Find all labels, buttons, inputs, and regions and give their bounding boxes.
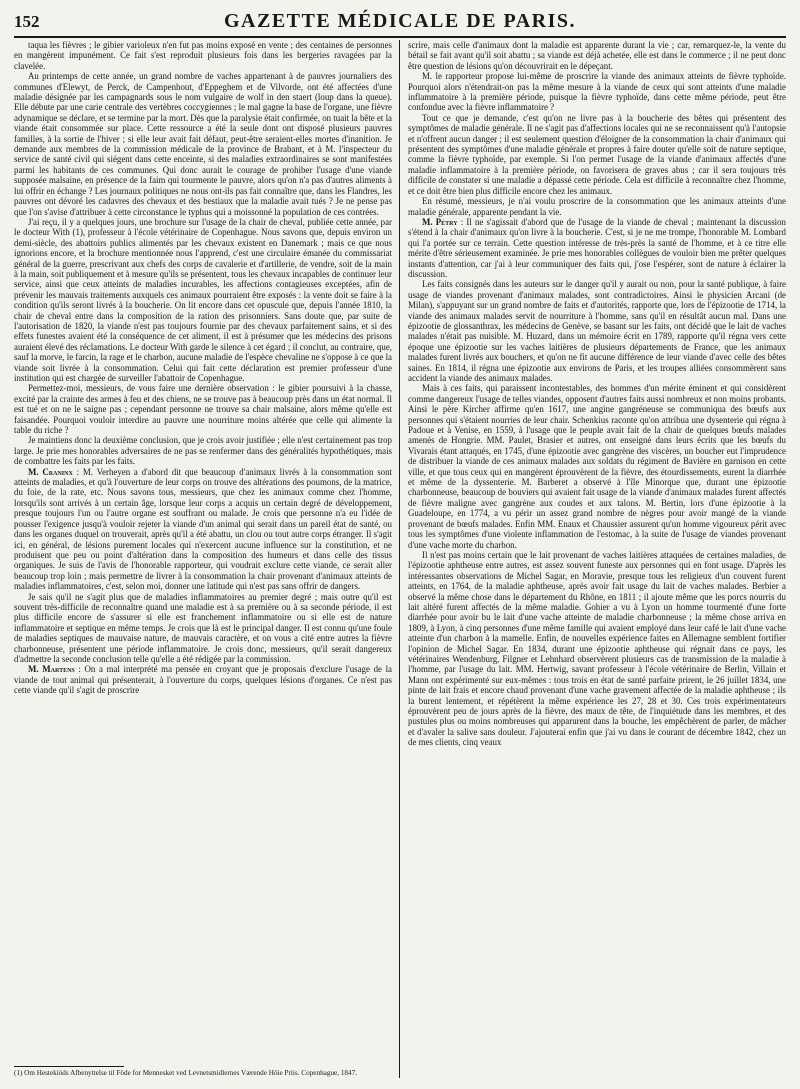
paragraph-text: Au printemps de cette année, un grand nombre de vaches appartenant à de pauvres journaliers des communes d'Elewyt, de Perck, de Campenhout, d'Eppeghem et de Vilvorde, ont été affectées d'une maladie désignée par les campagnards sous le nom vulgaire de wolf in den staert (loup dans la queue). Elle débute par une carie centrale des vertèbres coccygiennes ; le mal gagne la base de l'organe, une fièvre adynamique se déclare, et se termine par la mort. Dès que la paralysie était confirmée, on tuait la bête et la viande était consommée sur place. Cette ressource a été la seule dont ont disposé plusieurs pauvres familles, à la sortie de l'hiver ; si elle leur avait fait défaut, peut-être seraient-elles mortes d'inanition. Je demande aux membres de la commission médicale de la province de Brabant, et à M. l'inspecteur du service de santé civil qui siégent dans cette enceinte, si des maladies extraordinaires se sont manifestées parmi les habitants de ces communes. Qui donc aurait le courage de prohiber l'usage d'une viande supposée malsaine, en présence de la faim qui tourmente le pauvre, alors qu'on n'a pas d'autres aliments à lui offrir en échange ? Les journaux politiques ne nous ont-ils pas fait connaître que, dans les Flandres, les pauvres ont dévoré les cadavres des chevaux et des bestiaux que la maladie avait tués ? Je ne pense pas que l'on s'avise d'attribuer à cette circonstance le typhus qui a moissonné la population de ces contrées. xyxy=(14,71,392,217)
paragraph-text: Les faits consignés dans les auteurs sur le danger qu'il y aurait ou non, pour la santé publique, à faire usage de viandes provenant d'animaux malades, sont contradictoires. Ainsi le physicien Arcani (de Milan), s'appuyant sur un grand nombre de faits et d'autorités, rapporte que, lors de l'épizootie de 1714, la viande des animaux malades servit de nourriture à l'homme, sans qu'il en résultât aucun mal. Dans une épizootie de glossanthrax, les médecins de Genève, se basant sur les faits, ont décidé que le lait de vaches malades n'était pas nuisible. M. Huzard, dans un mémoire écrit en 1789, rapporte qu'il régna vers cette époque une épizootie sur les vaches laitières de plusieurs départements de France, que les animaux malades furent livrés aux bouchers, et qu'on ne fit aucune différence de leur viande d'avec celle des bêtes saines. En 1814, il régna une épizootie aux environs de Paris, et les troupes alliées consommèrent sans accident la viande des animaux malades. xyxy=(408,279,786,383)
paragraph-text: Je sais qu'il ne s'agit plus que de maladies inflammatoires au premier degré ; mais outre qu'il est souvent très-difficile de reconnaître quand une maladie est à sa première ou à sa seconde période, il est plus difficile encore de s'assurer si elle est franchement inflammatoire ou si elle est de nature inflammatoire et septique en même temps. Je crois que là est le principal danger. Il est connu qu'une foule de maladies septiques de mauvaise nature, de mauvais caractère, et on vous a cité entre autres la fièvre charbonneuse, présentent une période inflammatoire. Je crois donc, messieurs, qu'il serait dangereux d'admettre la seconde conclusion telle qu'elle a été rédigée par la commission. xyxy=(14,591,392,664)
footnote-rule xyxy=(14,1066,124,1067)
paragraph-text: : On a mal interprété ma pensée en croyant que je proposais d'exclure l'usage de la viande de tout animal qui présenterait, à l'ouverture du corps, quelques lésions d'organes. Ce n'est pas cette viande qu'il s'agit de proscrire xyxy=(14,664,392,696)
paragraph-text: En résumé, messieurs, je n'ai voulu proscrire de la consommation que les animaux atteints d'une maladie générale, apparente pendant la vie. xyxy=(408,196,786,217)
paragraph-text: Mais à ces faits, qui paraissent incontestables, des hommes d'un mérite éminent et qui considèrent comme dangereux l'usage de telles viandes, opposent d'autres faits aussi nombreux et non moins probants. Ainsi le père Kircher affirme qu'en 1617, une angine gangréneuse se communiqua des bœufs aux personnes qui s'étaient nourries de leur chair. Schenkius raconte qu'on attribua une dysenterie qui régna à Padoue et à Venise, en 1559, à l'usage que le peuple avait fait de la chair de quelques bœufs malades amenés de Hongrie. MM. Paulet, Brasier et autres, ont enseigné dans leurs écrits que les bœufs du Vivarais étant attaqués, en 1745, d'une épizootie avec gangrène des viscères, un boucher eut l'imprudence de distribuer la viande de ces animaux malades aux soldats du régiment de Bavière en garnison en cette ville, et que tous ceux qui en mangèrent éprouvèrent de la fièvre, des étourdissements, eurent la diarrhée et même de la dyssenterie. M. Barberet a observé à l'île Minorque que, durant une épizootie charbonneuse, beaucoup de bouviers qui avaient fait usage de la viande d'animaux malades furent affectés de fièvre maligne avec gangrène aux coudes et aux talons. M. Bertin, lors d'une épizootie à la Guadeloupe, en 1774, a vu périr un assez grand nombre de nègres pour avoir mangé de la viande provenant de bœufs malades. Enfin MM. Enaux et Chaussier assurent qu'un homme vigoureux périt avec tous les symptômes d'une violente inflammation de l'estomac, à la suite de l'usage de viandes provenant d'une vache morte du charbon. xyxy=(408,383,786,550)
column-divider xyxy=(399,40,400,1078)
paragraph xyxy=(14,383,392,435)
paragraph xyxy=(14,467,392,592)
paragraph-text: Tout ce que je demande, c'est qu'on ne livre pas à la boucherie des bêtes qui présentent des symptômes de maladie générale. Il ne s'agit pas d'affections locales qui ne se reconnaissent qu'à l'autopsie et n'offrent aucun danger ; il est seulement question d'éloigner de la consommation la chair d'animaux qui présentent des symptômes d'une maladie générale et propres à faire douter qu'elle soit de nature septique, comme la fièvre typhoïde, par exemple. Si l'on permet l'usage de la viande d'animaux affectés d'une maladie inflammatoire à la première période, on favorisera de graves abus ; car il sera toujours très difficile de constater si une maladie a dépassé cette période. Cela est difficile à reconnaître chez l'homme, et ce doit être bien plus difficile encore chez les animaux. xyxy=(408,112,786,196)
right-column xyxy=(408,40,786,1070)
page-header xyxy=(14,10,786,36)
paragraph xyxy=(14,71,392,217)
paragraph xyxy=(14,664,392,695)
footnote: (1) Om Hestekiöds Afbenyttelse til Föde for Mennesket ved Levnetsmidlernes Værende Höie Priis. Copenhague, 1847. xyxy=(14,1069,358,1077)
paragraph xyxy=(408,71,786,113)
paragraph xyxy=(408,550,786,748)
header-rule xyxy=(14,36,786,38)
paragraph-text: Je maintiens donc la deuxième conclusion, que je crois avoir justifiée ; elle n'est certainement pas trop large. Je prie mes honorables adversaires de ne pas se renfermer dans des généralités hypothétiques, mais de combattre les faits par les faits. xyxy=(14,435,392,467)
speaker-name: M. Pétry xyxy=(422,216,458,227)
paragraph xyxy=(408,217,786,279)
paragraph-text: taqua les fièvres ; le gibier varioleux n'en fut pas moins exposé en vente ; des centaines de personnes en mangèrent impunément. Ce fait s'est reproduit plusieurs fois dans les bergeries ravagées par la clavelée. xyxy=(14,40,392,71)
paragraph-text: scrire, mais celle d'animaux dont la maladie est apparente durant la vie ; car, remarquez-le, la vente du bétail se fait avant qu'il soit abattu ; sa viande est déjà achetée, elle est dans le commerce ; il ne peut donc être question de lésions qu'on découvrirait en le dépeçant. xyxy=(408,40,786,71)
paragraph-text: Permettez-moi, messieurs, de vous faire une dernière observation : le gibier poursuivi à la chasse, excité par la crainte des armes à feu et des chiens, ne se trouve pas à beaucoup près dans un état normal. Il est tué et on ne le saigne pas ; cependant personne ne trouve sa chair malsaine, alors même qu'elle est faisandée. Pourquoi vouloir interdire au pauvre une nourriture moins altérée que celle qui alimente la table du riche ? xyxy=(14,383,392,436)
paragraph-text: M. le rapporteur propose lui-même de proscrire la viande des animaux atteints de fièvre typhoïde. Pourquoi alors n'étendrait-on pas la même mesure à la viande de ceux qui sont atteints d'une maladie inflammatoire à la première période, puisque la fièvre typhoïde, dans cette même période, peut être confondue avec la fièvre inflammatoire ? xyxy=(408,71,786,113)
paragraph xyxy=(14,40,392,71)
paragraph xyxy=(14,592,392,665)
page-number: 152 xyxy=(14,12,40,31)
paragraph xyxy=(14,435,392,466)
paragraph xyxy=(408,279,786,383)
journal-title: GAZETTE MÉDICALE DE PARIS. xyxy=(223,10,577,32)
paragraph-text: Il n'est pas moins certain que le lait provenant de vaches laitières attaquées de certaines maladies, de l'épizootie aphtheuse entre autres, est assez souvent funeste aux personnes qui en font usage. D'après les intéressantes observations de Michel Sagar, en Moravie, presque tous les religieux d'un couvent furent atteints, en 1764, de la maladie aphtheuse, après avoir fait usage du lait de vaches malades. Berbier a observé la même chose dans le département du Rhône, en 1811 ; il ajoute même que les porcs nourris du lait altéré furent affectés de la même maladie. Gohier a vu à Lyon un homme tourmenté d'une forte diarrhée pour avoir bu le lait d'une vache atteinte de maladie charbonneuse ; la même chose arriva en 1809, à Lyon, à cinq personnes d'une même famille qui avaient employé dans leur café le lait d'une vache atteinte d'un charbon à la mamelle. Enfin, de nouvelles expérience faites en Allemagne semblent fortifier l'opinion de Michel Sagar. En 1834, durant une épizootie aphtheuse qui régnait dans ce pays, les vétérinaires Wendenburg, Filgner et Lehnhard observèrent plusieurs cas de transmission de la maladie à l'homme, par l'usage du lait. MM. Hertwig, savant professeur à l'école vétérinaire de Berlin, Villain et Mann ont expérimenté sur eux-mêmes : tous trois en état de santé parfaite prirent, le 26 juillet 1834, une pinte de lait frais et encore chaud provenant d'une vache gravement affectée de la maladie aphtheuse ; ils la burent lentement, et répétèrent la même expérience les 27, 28 et 30. Ces trois expérimentateurs éprouvèrent peu de jours après de la fièvre, des maux de tête, de l'inquiétude dans les membres, et des pustules plus ou moins nombreuses qui apparurent dans la bouche, les empêchèrent de parler, de mâcher et d'avaler la salive sans douleur. J'ajouterai enfin que j'ai vu dans le courant de décembre 1842, chez un de mes clients, cinq veaux xyxy=(408,549,786,748)
paragraph xyxy=(408,113,786,196)
paragraph xyxy=(14,217,392,384)
paragraph-text: J'ai reçu, il y a quelques jours, une brochure sur l'usage de la chair de cheval, publiée cette année, par le docteur With (1), professeur à l'école vétérinaire de Copenhague. Nous savons que, depuis environ un demi-siècle, des abattoirs publics alimentés par les chevaux existent en Danemark ; mais ce que nous ignorions encore, et la brochure mentionnée nous l'apprend, c'est une circulaire émanée du commissariat général de la guerre, prescrivant aux chefs des corps de cavalerie et d'artillerie, de vendre, soit de la main à la main, soit publiquement et à mesure qu'ils se présentent, tous les chevaux incapables de continuer leur service, ainsi que ceux atteints de maladies incurables, les affections contagieuses exceptées, afin de prévenir les mauvais traitements auxquels ces animaux pourraient être exposés : la vente doit se faire à la condition qu'ils seront livrés à la boucherie. On lit encore dans cet opuscule que, depuis l'année 1810, la chair de cheval entre dans la composition de la ration des prisonniers. Sans doute que, par suite de l'autorisation de 1820, la viande n'est pas toujours fournie par des chevaux parfaitement sains, et si des effets funestes avaient été la conséquence de cet aliment, il est à présumer que les médecins des prisons auraient élevé des réclamations. Le docteur With garde le silence à cet égard ; il conclut, au contraire, que, sauf la morve, le farcin, la rage et le charbon, aucune maladie de l'espèce chevaline ne s'oppose à ce que la viande soit livrée à la consommation. Celui qui fait cette déclaration est premier professeur d'une institution qui est chargée de surveiller l'abattoir de Copenhague. xyxy=(14,216,392,383)
speaker-name: M. Craninx xyxy=(28,466,73,477)
paragraph-text: : Il ne s'agissait d'abord que de l'usage de la viande de cheval ; maintenant la discussion s'étend à la chair d'animaux qu'on livre à la boucherie. C'est, si je ne me trompe, l'honorable M. Lombard qui l'a portée sur ce terrain. Cette question intéresse de très-près la santé de l'homme, et à ce titre elle mérite d'être sérieusement examinée. Je prie mes honorables collègues de vouloir bien me prêter quelques instants d'attention, car j'ai à leur communiquer des faits qui, j'ose l'espérer, sont de nature à éclairer la discussion. xyxy=(408,216,786,279)
paragraph xyxy=(408,383,786,550)
paragraph xyxy=(408,196,786,217)
paragraph xyxy=(408,40,786,71)
left-column xyxy=(14,40,392,1070)
speaker-name: M. Martens xyxy=(28,664,75,675)
paragraph-text: : M. Verheyen a d'abord dit que beaucoup d'animaux livrés à la consommation sont atteints de maladies, et qu'à l'ouverture de leur corps on trouve des altérations des poumons, de la matrice, du foie, de la rate, etc. Nous savons tous, messieurs, que chez les animaux comme chez l'homme, lorsqu'ils sont arrivés à un certain âge, lorsque leur corps a acquis un certain degré de développement, presque toujours l'un ou l'autre organe est souffrant ou malade. Je crois que personne n'a eu l'idée de pousser l'exigence jusqu'à vouloir rejeter la viande d'un animal qui serait dans un pareil état de santé, ou dans les organes duquel on trouverait, après qu'il a été abattu, un clou ou tout autre corps étranger. Il s'agit ici, en général, de lésions purement locales qui n'exercent aucune influence sur la constitution, et ne produisent que peu ou point d'altération dans la composition des humeurs et dans celle des tissus organiques. Je suis de l'avis de l'honorable rapporteur, qui voudrait exclure cette viande, ce serait aller beaucoup trop loin ; mais permettre de livrer à la consommation la chair provenant d'animaux atteints de maladies inflammatoires, c'est, selon moi, donner une latitude qui n'est pas sans offrir de dangers. xyxy=(14,466,392,592)
